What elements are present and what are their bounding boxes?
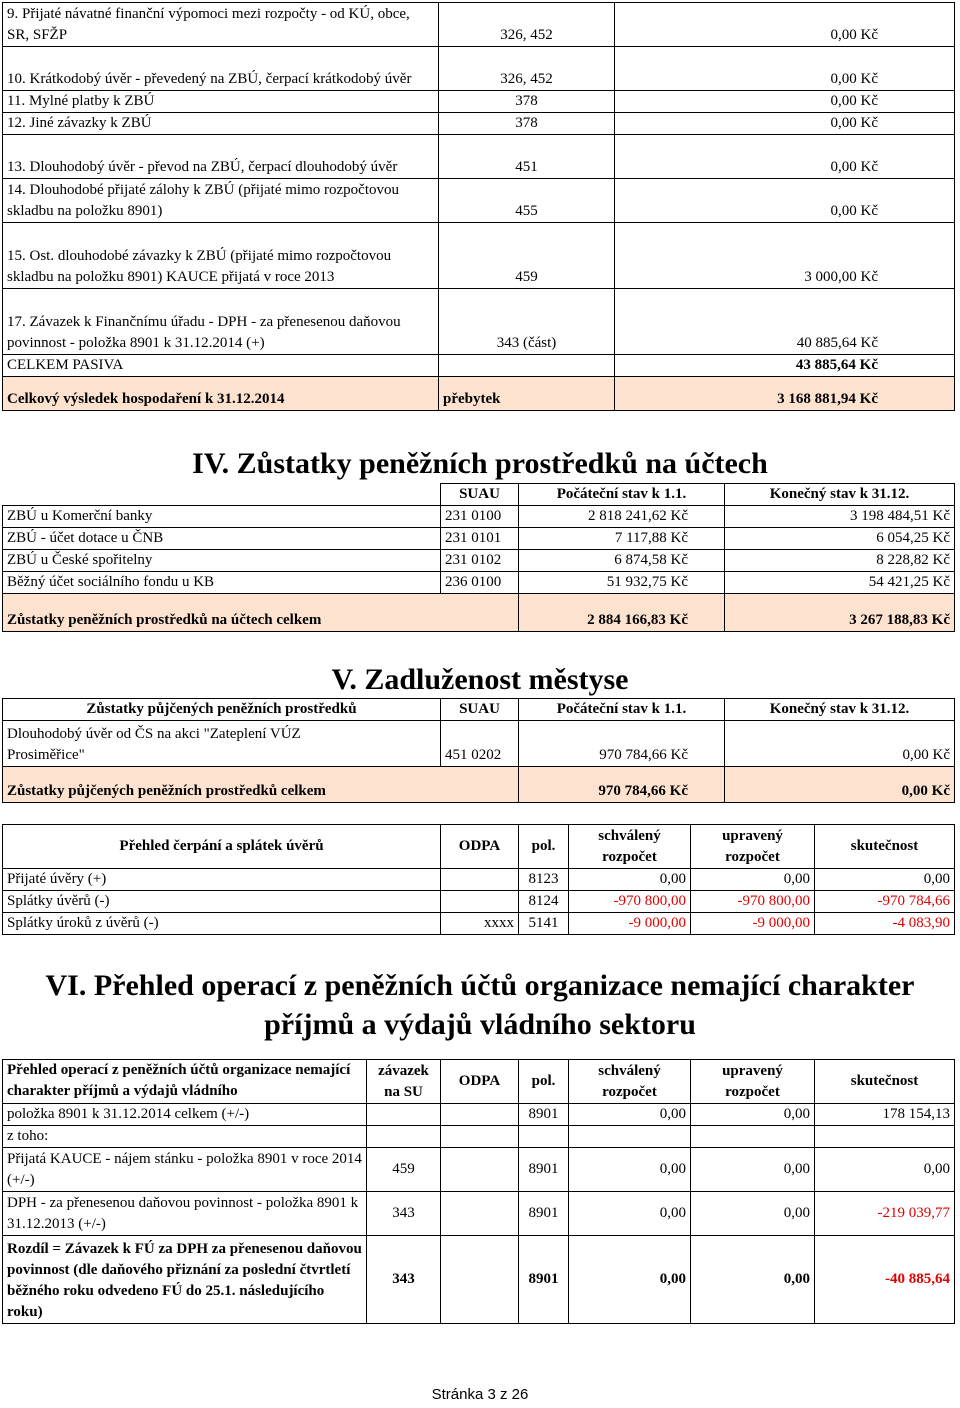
account: 343 (část) — [439, 289, 615, 355]
table-row — [3, 721, 955, 767]
table-row — [3, 572, 955, 594]
header-skut: skutečnost — [815, 1060, 955, 1104]
value: 0,00 Kč — [615, 179, 955, 223]
value: 0,00 Kč — [615, 113, 955, 135]
table-row — [3, 47, 955, 91]
result-type: přebytek — [439, 377, 615, 411]
value: 0,00 Kč — [615, 91, 955, 113]
op-odpa — [441, 1192, 519, 1236]
loan-row-schv: -970 800,00 — [569, 891, 691, 913]
loan-row-skut: 0,00 — [815, 869, 955, 891]
loan-row-label: Přijaté úvěry (+) — [3, 869, 441, 891]
table-row — [3, 179, 955, 223]
header-skut: skutečnost — [815, 825, 955, 869]
total-start: 970 784,66 Kč — [519, 767, 725, 803]
header-su: závazek na SU — [367, 1060, 441, 1104]
account: 451 — [439, 135, 615, 179]
account-end: 54 421,25 Kč — [725, 572, 955, 594]
result-row — [3, 377, 955, 411]
total-value: 43 885,64 Kč — [615, 355, 955, 377]
section-vi-title-line1: VI. Přehled operací z peněžních účtů organizace nemající charakter — [45, 969, 915, 1002]
header-label: Přehled operací z peněžních účtů organizace nemající charakter příjmů a výdajů vládního — [3, 1060, 367, 1104]
table-row — [3, 1126, 955, 1148]
loan-row-label: Splátky úroků z úvěrů (-) — [3, 913, 441, 935]
table-row — [3, 528, 955, 550]
account-start: 51 932,75 Kč — [519, 572, 725, 594]
table-row — [3, 1236, 955, 1324]
header-row — [3, 1060, 955, 1104]
loan-end: 0,00 Kč — [725, 721, 955, 767]
header-schv: schválený rozpočet — [569, 825, 691, 869]
value: 40 885,64 Kč — [615, 289, 955, 355]
op-upr: 0,00 — [691, 1192, 815, 1236]
header-schv: schválený rozpočet — [569, 1060, 691, 1104]
value: 3 000,00 Kč — [615, 223, 955, 289]
table-row — [3, 869, 955, 891]
row-label: 15. Ost. dlouhodobé závazky k ZBÚ (přijaté mimo rozpočtovou skladbu na položku 8901) KAUCE přijatá v roce 2013 — [3, 223, 439, 289]
op-odpa — [441, 1148, 519, 1192]
account: 326, 452 — [439, 3, 615, 47]
account: 459 — [439, 223, 615, 289]
header-upr: upravený rozpočet — [691, 1060, 815, 1104]
header-pol: pol. — [519, 825, 569, 869]
debt-table — [2, 698, 955, 803]
table-row — [3, 113, 955, 135]
row-label: 11. Mylné platby k ZBÚ — [3, 91, 439, 113]
total-row — [3, 594, 955, 632]
op-upr: 0,00 — [691, 1236, 815, 1324]
op-upr: 0,00 — [691, 1104, 815, 1126]
total-row — [3, 355, 955, 377]
header-row — [3, 484, 955, 506]
total-empty — [439, 355, 615, 377]
loan-row-schv: -9 000,00 — [569, 913, 691, 935]
table-row — [3, 135, 955, 179]
loan-row-pol: 5141 — [519, 913, 569, 935]
table-row — [3, 1104, 955, 1126]
accounts-table — [2, 483, 955, 632]
total-row — [3, 767, 955, 803]
op-schv: 0,00 — [569, 1148, 691, 1192]
table-row — [3, 913, 955, 935]
op-schv: 0,00 — [569, 1104, 691, 1126]
op-skut: 0,00 — [815, 1148, 955, 1192]
table-row — [3, 550, 955, 572]
table-row — [3, 506, 955, 528]
account-end: 3 198 484,51 Kč — [725, 506, 955, 528]
header-odpa: ODPA — [441, 825, 519, 869]
header-suau: SUAU — [441, 699, 519, 721]
header-end: Konečný stav k 31.12. — [725, 484, 955, 506]
op-pol: 8901 — [519, 1148, 569, 1192]
op-skut: -40 885,64 — [815, 1236, 955, 1324]
row-label: 12. Jiné závazky k ZBÚ — [3, 113, 439, 135]
result-value: 3 168 881,94 Kč — [615, 377, 955, 411]
account-label: ZBÚ u Komerční banky — [3, 506, 441, 528]
account-start: 2 818 241,62 Kč — [519, 506, 725, 528]
page-footer: Stránka 3 z 26 — [431, 1386, 529, 1403]
op-label: Přijatá KAUCE - nájem stánku - položka 8901 v roce 2014 (+/-) — [3, 1148, 367, 1192]
loan-row-odpa — [441, 891, 519, 913]
passiva-table — [2, 2, 955, 411]
loan-label: Dlouhodobý úvěr od ČS na akci "Zateplení VÚZ Prosiměřice" — [3, 721, 441, 767]
header-row — [3, 825, 955, 869]
table-row — [3, 289, 955, 355]
op-su: 459 — [367, 1148, 441, 1192]
loan-row-upr: -9 000,00 — [691, 913, 815, 935]
op-pol: 8901 — [519, 1192, 569, 1236]
header-pol: pol. — [519, 1060, 569, 1104]
value: 0,00 Kč — [615, 3, 955, 47]
total-label: CELKEM PASIVA — [3, 355, 439, 377]
loan-row-pol: 8123 — [519, 869, 569, 891]
total-label: Zůstatky půjčených peněžních prostředků celkem — [3, 767, 519, 803]
op-pol: 8901 — [519, 1104, 569, 1126]
loan-row-skut: -4 083,90 — [815, 913, 955, 935]
op-label: Rozdíl = Závazek k FÚ za DPH za přenesenou daňovou povinnost (dle daňového přiznání za poslední čtvrtletí běžného roku odvedeno FÚ do 25.1. následujícího roku) — [3, 1236, 367, 1324]
value: 0,00 Kč — [615, 47, 955, 91]
op-skut: 178 154,13 — [815, 1104, 955, 1126]
op-skut: -219 039,77 — [815, 1192, 955, 1236]
account: 326, 452 — [439, 47, 615, 91]
header-suau: SUAU — [441, 484, 519, 506]
op-upr: 0,00 — [691, 1148, 815, 1192]
total-end: 3 267 188,83 Kč — [725, 594, 955, 632]
account-label: ZBÚ u České spořitelny — [3, 550, 441, 572]
header-end: Konečný stav k 31.12. — [725, 699, 955, 721]
row-label: 13. Dlouhodobý úvěr - převod na ZBÚ, čerpací dlouhodobý úvěr — [3, 135, 439, 179]
account-end: 6 054,25 Kč — [725, 528, 955, 550]
op-label: z toho: — [3, 1126, 367, 1148]
account-label: ZBÚ - účet dotace u ČNB — [3, 528, 441, 550]
total-end: 0,00 Kč — [725, 767, 955, 803]
account-suau: 231 0101 — [441, 528, 519, 550]
loan-row-schv: 0,00 — [569, 869, 691, 891]
table-row — [3, 223, 955, 289]
section-vi-title-line2: příjmů a výdajů vládního sektoru — [264, 1008, 696, 1041]
header-upr: upravený rozpočet — [691, 825, 815, 869]
section-iv-title: IV. Zůstatky peněžních prostředků na účtech — [192, 447, 768, 480]
account-suau: 231 0100 — [441, 506, 519, 528]
account-end: 8 228,82 Kč — [725, 550, 955, 572]
operations-table — [2, 1059, 955, 1324]
loan-start: 970 784,66 Kč — [519, 721, 725, 767]
account: 455 — [439, 179, 615, 223]
loan-row-upr: -970 800,00 — [691, 891, 815, 913]
header-start: Počáteční stav k 1.1. — [519, 484, 725, 506]
loan-row-odpa — [441, 869, 519, 891]
header-label: Zůstatky půjčených peněžních prostředků — [3, 699, 441, 721]
loan-suau: 451 0202 — [441, 721, 519, 767]
loans-table — [2, 824, 955, 935]
op-schv: 0,00 — [569, 1192, 691, 1236]
account-label: Běžný účet sociálního fondu u KB — [3, 572, 441, 594]
table-row — [3, 3, 955, 47]
op-label: DPH - za přenesenou daňovou povinnost - položka 8901 k 31.12.2013 (+/-) — [3, 1192, 367, 1236]
loan-row-pol: 8124 — [519, 891, 569, 913]
op-su: 343 — [367, 1236, 441, 1324]
account: 378 — [439, 113, 615, 135]
row-label: 17. Závazek k Finančnímu úřadu - DPH - za přenesenou daňovou povinnost - položka 8901 k 31.12.2014 (+) — [3, 289, 439, 355]
table-row — [3, 91, 955, 113]
header-label: Přehled čerpání a splátek úvěrů — [3, 825, 441, 869]
account-start: 7 117,88 Kč — [519, 528, 725, 550]
op-su: 343 — [367, 1192, 441, 1236]
op-odpa — [441, 1236, 519, 1324]
op-su — [367, 1104, 441, 1126]
header-start: Počáteční stav k 1.1. — [519, 699, 725, 721]
op-odpa — [441, 1104, 519, 1126]
account-start: 6 874,58 Kč — [519, 550, 725, 572]
op-label: položka 8901 k 31.12.2014 celkem (+/-) — [3, 1104, 367, 1126]
total-label: Zůstatky peněžních prostředků na účtech celkem — [3, 594, 519, 632]
op-schv: 0,00 — [569, 1236, 691, 1324]
loan-row-odpa: xxxx — [441, 913, 519, 935]
loan-row-upr: 0,00 — [691, 869, 815, 891]
result-label: Celkový výsledek hospodaření k 31.12.2014 — [3, 377, 439, 411]
header-odpa: ODPA — [441, 1060, 519, 1104]
row-label: 14. Dlouhodobé přijaté zálohy k ZBÚ (přijaté mimo rozpočtovou skladbu na položku 8901) — [3, 179, 439, 223]
total-start: 2 884 166,83 Kč — [519, 594, 725, 632]
account-suau: 236 0100 — [441, 572, 519, 594]
loan-row-label: Splátky úvěrů (-) — [3, 891, 441, 913]
op-pol: 8901 — [519, 1236, 569, 1324]
header-row — [3, 699, 955, 721]
row-label: 9. Přijaté návatné finanční výpomoci mezi rozpočty - od KÚ, obce, SR, SFŽP — [3, 3, 439, 47]
row-label: 10. Krátkodobý úvěr - převedený na ZBÚ, čerpací krátkodobý úvěr — [3, 47, 439, 91]
table-row — [3, 1192, 955, 1236]
table-row — [3, 891, 955, 913]
table-row — [3, 1148, 955, 1192]
section-v-title: V. Zadluženost městyse — [331, 663, 629, 696]
loan-row-skut: -970 784,66 — [815, 891, 955, 913]
account-suau: 231 0102 — [441, 550, 519, 572]
value: 0,00 Kč — [615, 135, 955, 179]
account: 378 — [439, 91, 615, 113]
